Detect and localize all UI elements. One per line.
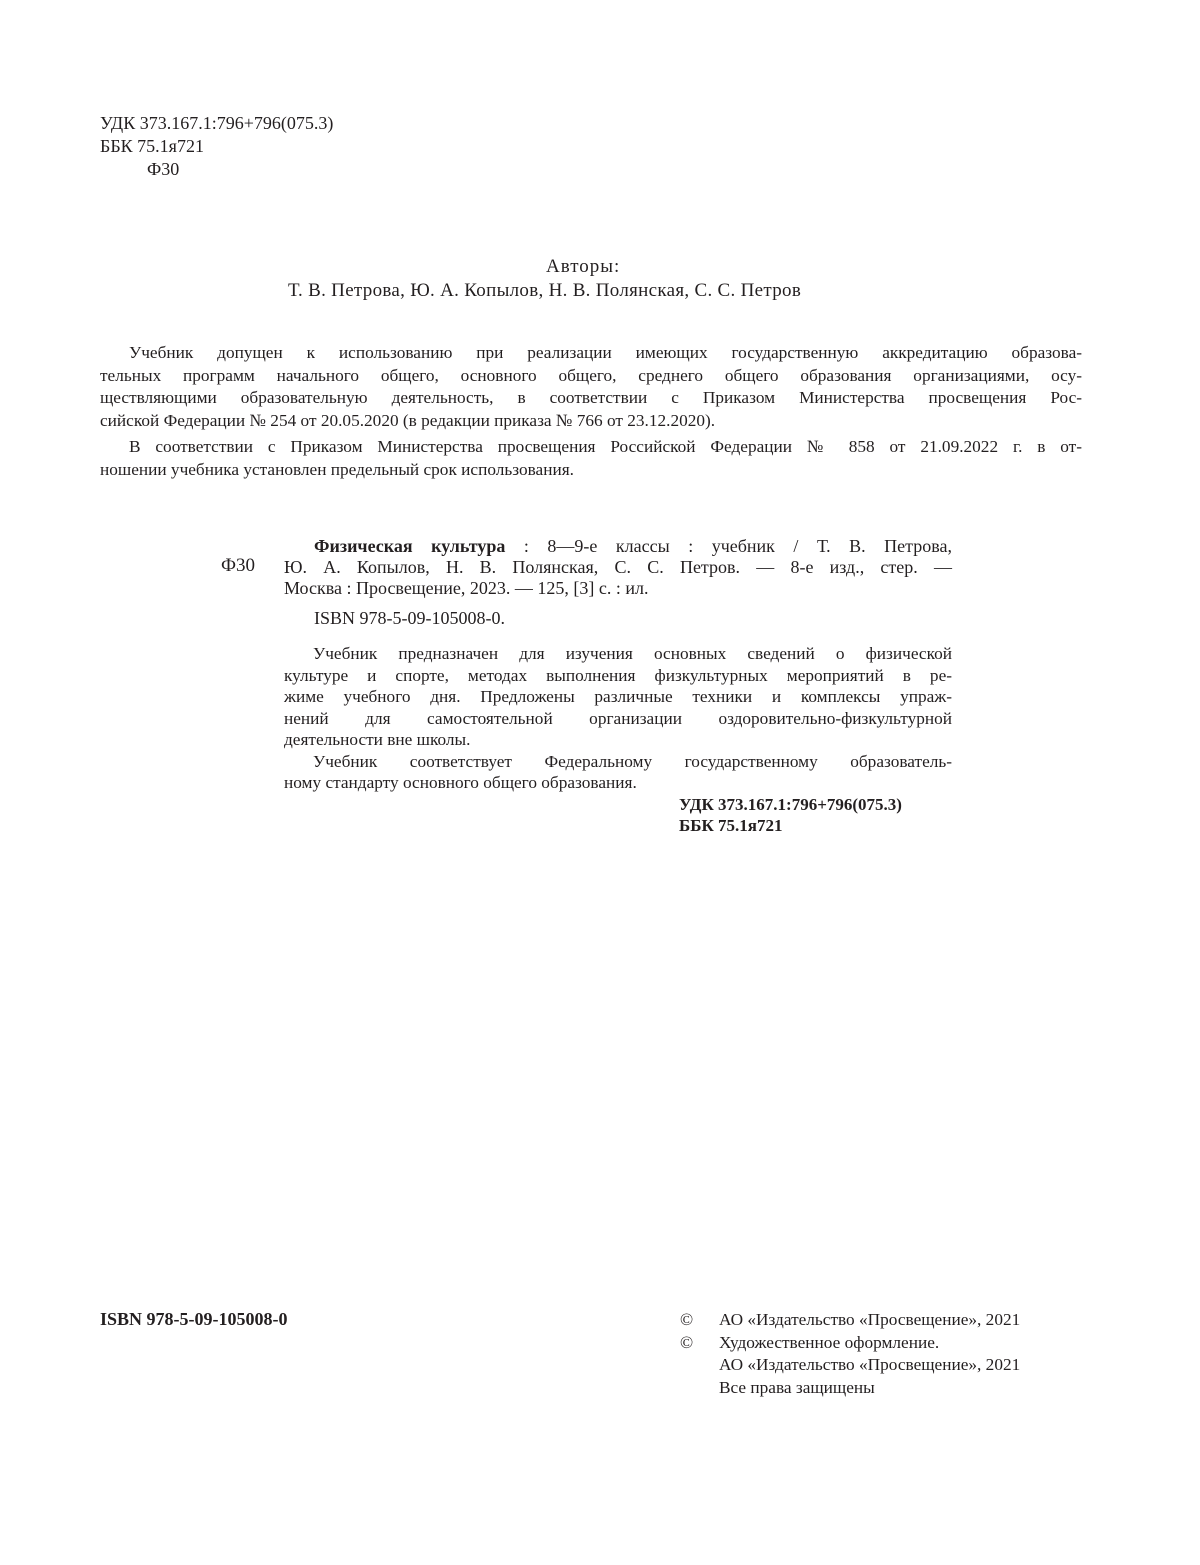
bbk-code: ББК 75.1я721 xyxy=(100,136,204,156)
text-line: Москва : Просвещение, 2023. — 125, [3] с. : ил. xyxy=(284,578,649,598)
copyright-block xyxy=(680,1309,1020,1399)
text-line: Ю. А. Копылов, Н. В. Полянская, С. С. Петров. — 8-е изд., стер. — xyxy=(284,557,952,577)
annotation xyxy=(284,643,952,794)
text-line: сийской Федерации № 254 от 20.05.2020 (в редакции приказа № 766 от 23.12.2020). xyxy=(100,410,716,430)
copyright-icon: © xyxy=(680,1332,694,1352)
text-line xyxy=(284,536,952,557)
text-line: нений для самостоятельной организации оздоровительно-физкультурной xyxy=(284,708,952,728)
authors-names: Т. В. Петрова, Ю. А. Копылов, Н. В. Полянская, С. С. Петров xyxy=(288,280,802,301)
copyright-line xyxy=(680,1309,1020,1332)
bibliographic-record xyxy=(284,536,952,599)
text-line: жиме учебного дня. Предложены различные техники и комплексы упраж- xyxy=(284,687,952,706)
record-details: : 8—9-е классы : учебник / Т. В. Петрова, xyxy=(505,536,952,556)
text-line: В соответствии с Приказом Министерства просвещения Российской Федерации № 858 от 21.09.2022 г. в от- xyxy=(129,437,1082,456)
catalog-card xyxy=(284,536,952,836)
author-mark: Ф30 xyxy=(147,159,180,179)
card-isbn: ISBN 978-5-09-105008-0. xyxy=(314,608,505,628)
copyright-text: АО «Издательство «Просвещение», 2021 xyxy=(719,1355,1021,1374)
authors-heading: Авторы: xyxy=(546,256,621,277)
classification-codes xyxy=(100,112,333,181)
rights-reserved: Все права защищены xyxy=(719,1377,875,1397)
text-line: Учебник соответствует Федеральному государственному образователь- xyxy=(313,751,952,771)
text-line: деятельности вне школы. xyxy=(284,730,471,749)
text-line: ношении учебника установлен предельный срок использования. xyxy=(100,459,574,479)
approval-notice xyxy=(100,342,1082,432)
card-author-mark: Ф30 xyxy=(221,555,256,576)
text-line: культуре и спорте, методах выполнения физкультурных мероприятий в ре- xyxy=(284,665,952,685)
card-codes xyxy=(284,794,952,836)
udk-code: УДК 373.167.1:796+796(075.3) xyxy=(679,794,902,814)
text-line: ному стандарту основного общего образования. xyxy=(284,773,637,792)
isbn: ISBN 978-5-09-105008-0 xyxy=(100,1309,288,1329)
copyright-text: АО «Издательство «Просвещение», 2021 xyxy=(719,1310,1021,1329)
copyright-text: Художественное оформление. xyxy=(719,1332,940,1352)
text-line: Учебник предназначен для изучения основных сведений о физической xyxy=(313,644,952,663)
usage-term-notice xyxy=(100,436,1082,481)
text-line: ществляющими образовательную деятельность, в соответствии с Приказом Министерства просвещения Рос- xyxy=(100,388,1082,407)
copyright-line xyxy=(680,1332,1020,1355)
udk-code: УДК 373.167.1:796+796(075.3) xyxy=(100,113,334,133)
bbk-code: ББК 75.1я721 xyxy=(679,815,783,835)
book-title: Физическая культура xyxy=(314,536,506,556)
copyright-icon: © xyxy=(680,1310,694,1329)
text-line: тельных программ начального общего, основного общего, среднего общего образования организациями, осу- xyxy=(100,365,1082,385)
text-line: Учебник допущен к использованию при реализации имеющих государственную аккредитацию образова- xyxy=(129,343,1082,362)
